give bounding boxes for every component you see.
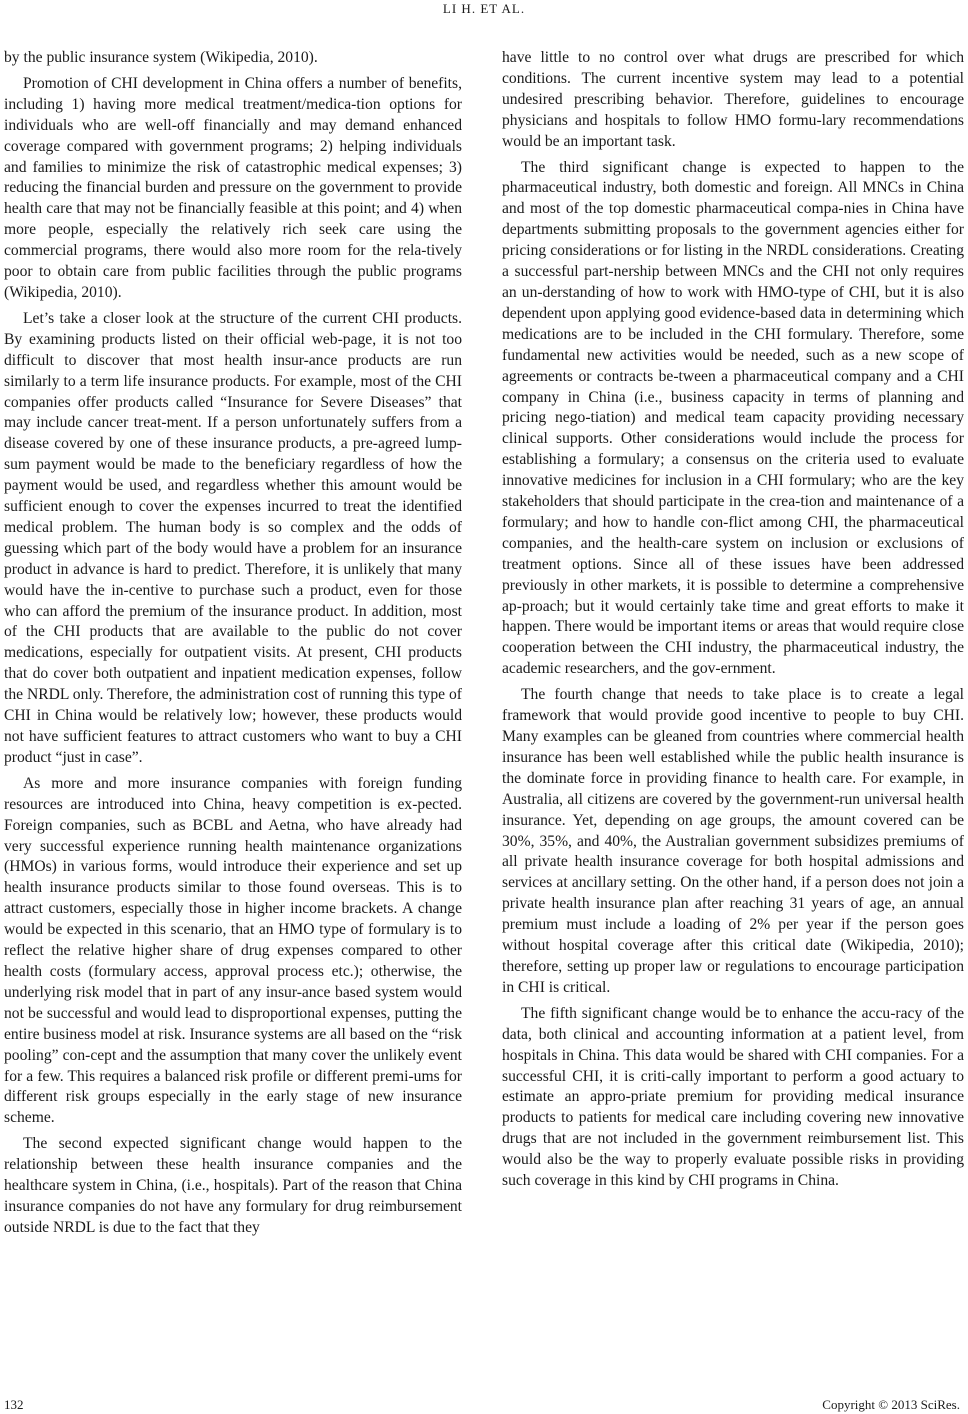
page-number: 132 xyxy=(4,1397,24,1412)
running-head: LI H. ET AL. xyxy=(442,1,526,16)
paragraph: The second expected significant change would happen to the relationship between these health insurance companies and the healthcare system in China, (i.e., hospitals). Part of the reason that China insurance companies do not have any formulary for drug reimbursement outside NRDL is due to the fact that they xyxy=(4,1135,462,1236)
paragraph: by the public insurance system (Wikipedia, 2010). xyxy=(4,49,318,66)
paragraph: have little to no control over what drugs are prescribed for which conditions. The current incentive system may lead to a potential undesired prescribing behavior. Therefore, guidelines to encourage physicians and hospitals to follow HMO formu-lary recommendations would be an important task. xyxy=(502,49,964,150)
copyright-notice: Copyright © 2013 SciRes. xyxy=(822,1397,960,1412)
right-column xyxy=(502,48,964,1197)
paragraph: Promotion of CHI development in China offers a number of benefits, including 1) having more medical treatment/medica-tion options for individuals who are well-off financially and may demand enhanced coverage compared with government programs; 2) helping individuals and families to minimize the risk of catastrophic medical expenses; 3) reducing the financial burden and pressure on the government to provide health care that may not be financially feasible at this point; and 4) when more people, especially the relatively rich seek care using the commercial programs, there would also more room for the rela-tively poor to obtain care from public facilities through the public programs (Wikipedia, 2010). xyxy=(4,74,462,301)
left-column xyxy=(4,48,462,1244)
paragraph: The fifth significant change would be to enhance the accu-racy of the data, both clinical and accounting information at a patient level, from hospitals in China. This data would be shared with CHI companies. For a successful CHI, it is criti-cally important to perform a good actuary to estimate an appro-priate premium for providing medical insurance products to patients for medical care including covering new innovative drugs that are not included in the government reimbursement list. This would also be the way to properly evaluate possible risks in providing such coverage in this kind by CHI programs in China. xyxy=(502,1004,964,1190)
paragraph: The third significant change is expected to happen to the pharmaceutical industry, both domestic and foreign. All MNCs in China and most of the top domestic pharmaceutical compa-nies in China have departments submitting proposals to the government agencies either for pricing considerations or for listing in the NRDL considerations. Creating a successful part-nership between MNCs and the CHI not only requires an un-derstanding of how to work with HMO-type of CHI, but it is also dependent upon applying good evidence-based data in determining which medications are to be included in the CHI formulary. Therefore, some fundamental new activities would be needed, such as a new scope of agreements or contracts be-tween a pharmaceutical company and a CHI company in China (i.e., business capacity in terms of planning and pricing nego-tiation) and medical team capacity providing necessary clinical supports. Other considerations would include the process for establishing a formulary; a consensus on the criteria used to evaluate innovative medicines for inclusion in a CHI formulary; who are the key stakeholders that should participate in the crea-tion and maintenance of a formulary; and how to handle con-flict among CHI, the pharmaceutical companies, and the health-care system on inclusion or exclusions of treatment options. Since all of these issues have been addressed previously in other markets, it is possible to determine a comprehensive ap-proach; but it would certainly take time and great efforts to make it happen. There would be important items or areas that would require close cooperation between the CHI industry, the pharmaceutical industry, the academic researchers, and the gov-ernment. xyxy=(502,158,964,678)
page-footer xyxy=(0,1396,968,1414)
paragraph: As more and more insurance companies with foreign funding resources are introduced into China, heavy competition is ex-pected. Foreign companies, such as BCBL and Aetna, who have already had very successful experience running health maintenance organizations (HMOs) in various forms, would introduce their experience and set up health insurance products similar to those found overseas. This is to attract customers, especially those in higher income brackets. A change would be expected in this scenario, that an HMO type of formulary is to reflect the relative higher share of drug expenses compared to other health costs (formulary access, approval process etc.); otherwise, the underlying risk model that in part of any insur-ance based system would not be successful and would lead to disproportional expenses, putting the entire business model at risk. Insurance systems are all based on the “risk pooling” con-cept and the assumption that many cover the unlikely event for a few. This requires a balanced risk profile or different premi-ums for different risk groups especially in the early stage of new insurance scheme. xyxy=(4,774,462,1127)
paragraph: Let’s take a closer look at the structure of the current CHI products. By examining products listed on their official web-page, it is not too difficult to discover that most health insur-ance products are run similarly to a term life insurance products. For example, most of the CHI companies offer products called “Insurance for Severe Diseases” that may include cancer treat-ment. If a person unfortunately suffers from a disease covered by one of these insurance products, a pre-agreed lump-sum payment would be made to the beneficiary regardless of how the payment would be used, and regardless whether this amount would be sufficient enough to cover the expenses incurred to treat the identified medical problem. The human body is so complex and the odds of guessing which part of the body would have a problem for an insurance product in advance is hard to predict. Therefore, it is unlikely that many would have the in-centive to purchase such a product, even for those who can afford the premium of the insurance product. In addition, most of the CHI products that are available to the public do not cover medications, especially for outpatient visits. At present, CHI products that do cover both outpatient and inpatient medication expenses, follow the NRDL only. Therefore, the administration cost of running this type of CHI in China would be relatively low; however, these products would not have sufficient features to attract customers who want to buy a CHI product “just in case”. xyxy=(4,309,462,766)
paragraph: The fourth change that needs to take place is to create a legal framework that would provide good incentive to people to buy CHI. Many examples can be gleaned from countries where commercial health insurance has been well established while the public health insurance is the dominate force in providing finance to health care. For example, in Australia, all citizens are covered by the government-run universal health insurance. Yet, depending on age groups, the amount covered can be 30%, 35%, and 40%, the Australian government subsidizes premiums of all private health insurance coverage for both hospital admissions and services at ancillary setting. On the other hand, if a person does not join a private health insurance plan after reaching 31 years of age, an annual premium must include a loading of 2% per year if the person goes without hospital coverage after this critical date (Wikipedia, 2010); therefore, setting up proper law or regulations to encourage participation in CHI is critical. xyxy=(502,686,964,996)
